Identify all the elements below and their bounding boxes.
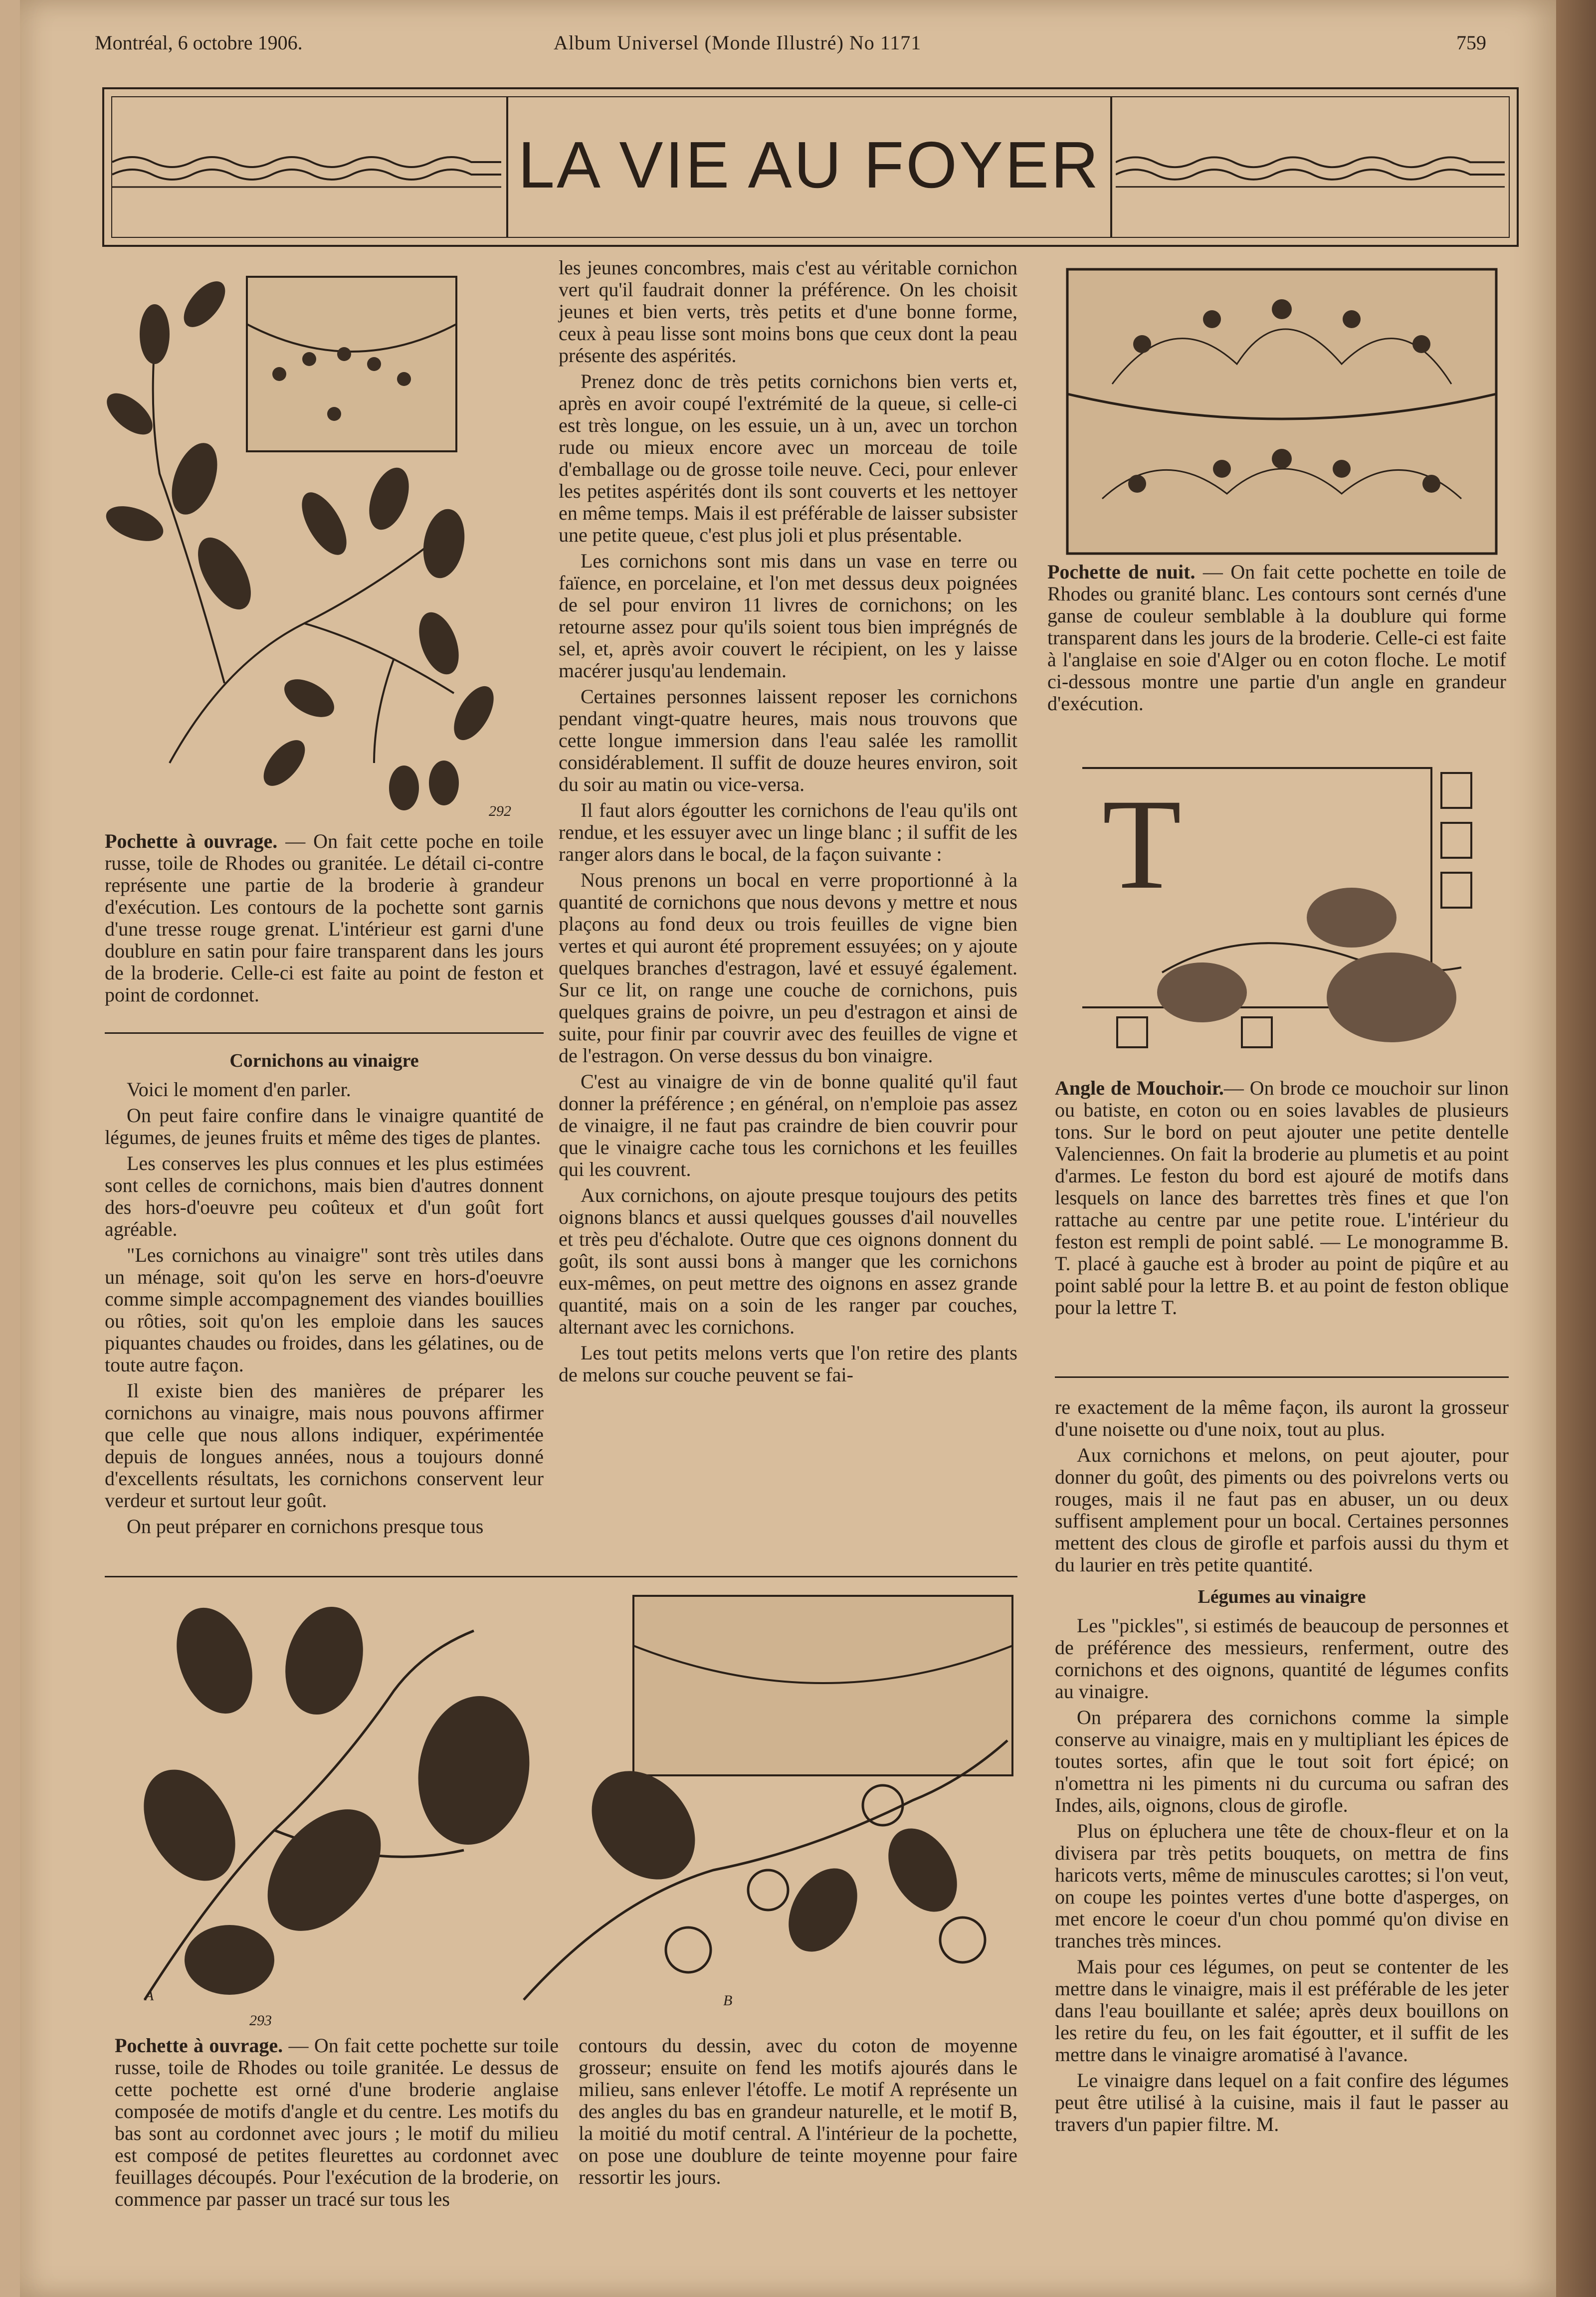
figure-number-292: 292 [489, 803, 511, 819]
heading-legumes-au-vinaigre: Légumes au vinaigre [1197, 1586, 1366, 1607]
paragraph: On préparera des cornichons comme la simple conserve au vinaigre, mais en y multipliant les épices de toutes sortes, afin que le tout soit fort épicé; on n'omettra ni les piments ni du curcuma ou safran des Indes, ails, oignons, clous de girofle. [1055, 1706, 1509, 1816]
paragraph: Nous prenons un bocal en verre proportionné à la quantité de cornichons que nous devons y mettre et nous plaçons au fond deux ou trois feuilles de vigne bien vertes et qui auront été proprement essuyées; on y ajoute quelques branches d'estragon, lavé et essuyé également. Sur ce lit, on range une couche de cornichons, puis quelques grains de poivre, un peu d'estragon et ainsi de suite, pour finir par couvrir avec des feuilles de vigne et de l'estragon. On verse dessus du bon vinaigre. [559, 869, 1017, 1067]
caption-lead: Pochette à ouvrage. [105, 830, 278, 852]
paragraph-text: Le vinaigre dans lequel on a fait confire des légumes peut être utilisé à la cuisine, mais il faut le passer au travers d'un papier filtre. [1055, 2069, 1509, 2135]
paragraph: Les conserves les plus connues et les plus estimées sont celles de cornichons, mais bien d'autres donnent des hors-d'oeuvre peu coûteux et d'un goût fort agréable. [105, 1152, 544, 1240]
paragraph: Voici le moment d'en parler. [127, 1078, 351, 1101]
header-publication: Album Universel (Monde Illustré) No 1171 [554, 31, 922, 54]
caption-pochette-de-nuit [1047, 561, 1506, 715]
paragraph: C'est au vinaigre de vin de bonne qualité qu'il faut donner la préférence ; en général, on n'emploie pas assez de vinaigre, il ne faut pas craindre de bien couvrir pour que le vinaigre cache tous les cornichons et les feuilles qui les couvrent. [559, 1070, 1017, 1180]
paragraph: re exactement de la même façon, ils auront la grosseur d'une noisette ou d'une noix, tout au plus. [1055, 1396, 1509, 1440]
paragraph: Il existe bien des manières de préparer les cornichons au vinaigre, mais nous pouvons affirmer que celle que nous allons indiquer, expérimentée depuis de longues années, nous a toujours donné d'excellents résultats, les cornichons conservent leur verdeur et surtout leur goût. [105, 1379, 544, 1512]
banner-inner-frame [111, 96, 1510, 238]
paragraph [1055, 2070, 1509, 2135]
banner-ornament-right [1116, 147, 1505, 202]
author-signature: M. [1256, 2113, 1279, 2135]
paragraph: Il faut alors égoutter les cornichons de l'eau qu'ils ont rendue, et les essuyer avec un linge blanc ; il suffit de les ranger alors dans le bocal, de la façon suivante : [559, 799, 1017, 865]
caption-lead: Angle de Mouchoir. [1055, 1077, 1224, 1099]
paragraph: On peut faire confire dans le vinaigre quantité de légumes, de jeunes fruits et même des tiges de plantes. [105, 1104, 544, 1148]
figure-label-b: B [723, 1992, 733, 2009]
paragraph: "Les cornichons au vinaigre" sont très utiles dans un ménage, soit qu'on les serve en hors-d'oeuvre comme simple accompagnement des viandes bouillies ou rôties, soit qu'on les emploie dans les sauces piquantes chaudes ou froides, dans les gélatines, ou de toute autre façon. [105, 1244, 544, 1376]
paragraph: Plus on épluchera une tête de choux-fleur et on la divisera par très petits bouquets, on mettra de fins haricots verts, même de minuscules carottes; si l'on veut, on coupe les pointes vertes d'une botte d'asperges, on met encore le coeur d'un chou pommé qu'on divise en tranches très minces. [1055, 1820, 1509, 1952]
caption-block-mouchoir [1055, 1077, 1509, 1323]
caption-block-bottom-middle [579, 2035, 1017, 2192]
caption-pochette-ouvrage-bottom [115, 2035, 559, 2210]
paragraph: Prenez donc de très petits cornichons bien verts et, après en avoir coupé l'extrémité de la queue, si celle-ci est très longue, on les essuie, un à un, avec un torchon rude ou mieux encore avec un morceau de toile d'emballage ou de grosse toile neuve. Ceci, pour enlever les petites aspérités dont ils sont couverts et les nettoyer en même temps. Mais il est préférable de laisser subsister une petite queue, c'est plus joli et plus présentable. [559, 370, 1017, 546]
illustration-pochette-ouvrage-detail [95, 264, 539, 828]
caption-pochette-ouvrage [105, 830, 544, 1006]
page-number: 759 [1456, 31, 1486, 54]
caption-text: — On fait cette poche en toile russe, toile de Rhodes ou granitée. Le détail ci-contre représente une partie de la broderie à grandeur d'exécution. Les contours de la pochette sont garnis d'une tresse rouge grenat. L'intérieur est garni d'une doublure en satin pour faire transparent dans les jours de la broderie. Celle-ci est faite au point de feston et point de cordonnet. [105, 830, 544, 1006]
illustration-angle-de-mouchoir [1072, 758, 1496, 1067]
paragraph: Les "pickles", si estimés de beaucoup de personnes et de préférence des messieurs, renferment, outre des cornichons et des oignons, quantité de légumes confits au vinaigre. [1055, 1614, 1509, 1703]
illustration-pochette-de-nuit [1062, 264, 1501, 559]
paragraph: les jeunes concombres, mais c'est au véritable cornichon vert qu'il faudrait donner la préférence. On les choisit jeunes et bien verts, très petits et d'une bonne forme, ceux à peau lisse sont moins bons que ceux dont la peau présente des aspérités. [559, 256, 1017, 367]
paragraph: Les cornichons sont mis dans un vase en terre ou faïence, en porcelaine, et l'on met dessus deux poignées de sel pour environ 11 livres de cornichons; on les retourne assez pour qu'ils soient tous bien imprégnés de sel, et, après avoir couvert le récipient, on les y laisse macérer jusqu'au lendemain. [559, 550, 1017, 682]
column-left [105, 830, 544, 1010]
caption-block-pochette-nuit [1047, 561, 1506, 719]
caption-lead: Pochette de nuit. [1047, 561, 1196, 583]
section-title-la-vie-au-foyer: LA VIE AU FOYER [518, 128, 1101, 201]
paragraph: On peut préparer en cornichons presque tous [127, 1515, 484, 1537]
svg-text:T: T [1102, 772, 1182, 916]
divider-bottom [105, 1576, 1017, 1577]
column-middle [559, 257, 1017, 1390]
caption-lead: Pochette à ouvrage. [115, 2034, 283, 2057]
paragraph: Aux cornichons, on ajoute presque toujours des petits oignons blancs et aussi quelques gousses d'ail nouvelles et très peu d'échalote. Outre que ces oignons donnent du goût, ils sont aussi bons à manger que les cornichons eux-mêmes, on peut mettre des oignons en assez grande quantité, mais on a soin de les ranger par couches, alternant avec les cornichons. [559, 1184, 1017, 1338]
caption-block-bottom-left [115, 2035, 559, 2214]
article-cornichons [105, 1040, 544, 1541]
newspaper-page [20, 0, 1556, 2297]
page-binding-edge [1556, 0, 1596, 2297]
banner-title-box [506, 97, 1112, 237]
illustration-pochette-ouvrage-large [115, 1591, 1017, 2030]
paragraph: Mais pour ces légumes, on peut se contenter de les mettre dans le vinaigre, mais il est préférable de les jeter dans l'eau bouillante et salée; après deux bouillons on les retire du feu, on les fait égoutter, et il suffit de les mettre dans le vinaigre aromatisé à l'avance. [1055, 1955, 1509, 2066]
header-date: Montréal, 6 octobre 1906. [95, 31, 303, 54]
figure-label-a: A [145, 1987, 154, 2004]
divider-col1 [105, 1032, 544, 1034]
caption-angle-de-mouchoir [1055, 1077, 1509, 1319]
heading-cornichons-au-vinaigre: Cornichons au vinaigre [229, 1050, 419, 1071]
caption-text: — On brode ce mouchoir sur linon ou batiste, en coton ou en soies lavables de plusieurs tons. Sur le bord on peut ajouter une petite dentelle Valenciennes. On fait la broderie au plumetis et au point d'armes. Le feston du bord est ajouré de motifs dans lesquels on lance des barrettes très fines et que l'on rattache au centre par une petite roue. L'intérieur du feston est rempli de point sablé. — Le monogramme B. T. placé à gauche est à broder au point de piqûre et au point sablé pour la lettre B. et au point de feston oblique pour la lettre T. [1055, 1077, 1509, 1319]
paragraph: Aux cornichons et melons, on peut ajouter, pour donner du goût, des piments ou des poivrelons verts ou rouges, mais il ne faut pas en abuser, un ou deux suffisent amplement pour un bocal. Certaines personnes mettent des clous de girofle et parfois aussi du thym et du laurier en très petite quantité. [1055, 1444, 1509, 1576]
figure-number-293: 293 [249, 2012, 272, 2029]
divider-col3 [1055, 1376, 1509, 1378]
paragraph: contours du dessin, avec du coton de moyenne grosseur; ensuite on fend les motifs ajourés dans le milieu, sans enlever l'étoffe. Le motif A représente un des angles du bas en grandeur naturelle, et le motif B, la moitié du motif central. A l'intérieur de la pochette, on pose une doublure de teinte moyenne pour faire ressortir les jours. [579, 2034, 1017, 2188]
caption-text: — On fait cette pochette en toile de Rhodes ou granité blanc. Les contours sont cernés d'une ganse de couleur semblable à la doublure qui forme transparent dans les jours de la broderie. Celle-ci est faite à l'anglaise en soie d'Alger ou en coton floche. Le motif ci-dessous montre une partie d'un angle en grandeur d'exécution. [1047, 561, 1506, 715]
column-right-continuation [1055, 1396, 1509, 2139]
caption-text: — On fait cette pochette sur toile russe, toile de Rhodes ou toile granitée. Le dessus de cette pochette est orné d'une broderie anglaise composée de motifs d'angle et du centre. Les motifs du bas sont au cordonnet avec jours ; le motif du milieu est composé de petites fleurettes au cordonnet avec feuillages découpés. Pour l'exécution de la broderie, on commence par passer un tracé sur tous les [115, 2034, 559, 2210]
paragraph: Certaines personnes laissent reposer les cornichons pendant vingt-quatre heures, mais nous trouvons que cette longue immersion dans l'eau salée les ramollit considérablement. Il suffit de douze heures environ, soit du soir au matin ou vice-versa. [559, 685, 1017, 795]
paragraph: Les tout petits melons verts que l'on retire des plants de melons sur couche peuvent se fai- [559, 1341, 1017, 1386]
banner-ornament-left [112, 147, 501, 202]
title-banner [102, 87, 1519, 247]
